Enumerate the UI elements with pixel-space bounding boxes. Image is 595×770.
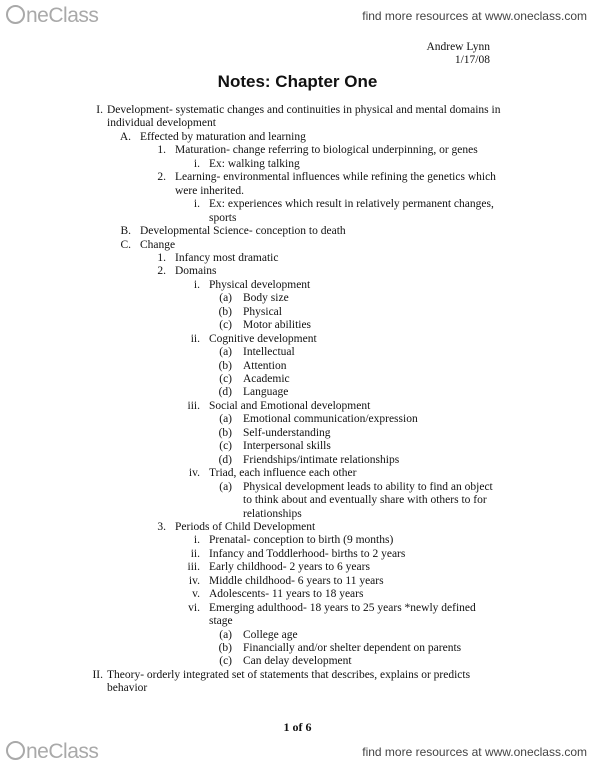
outline-text: Body size bbox=[243, 292, 289, 305]
outline-line bbox=[157, 265, 217, 279]
outline-line bbox=[193, 278, 311, 293]
outline-line bbox=[219, 628, 298, 643]
outline-line bbox=[218, 305, 282, 320]
outline-text: Motor abilities bbox=[243, 319, 312, 332]
outline-text: Friendships/intimate relationships bbox=[243, 453, 400, 466]
outline-text: Language bbox=[243, 386, 289, 399]
outline-marker: A. bbox=[119, 130, 131, 143]
outline-text: Maturation- change referring to biological underpinning, or genes bbox=[175, 144, 478, 157]
outline-line bbox=[219, 480, 493, 495]
outline-text: Learning- environmental influences while refining the genetics which bbox=[175, 171, 496, 184]
outline-marker: (a) bbox=[219, 480, 232, 493]
outline-marker: vi. bbox=[188, 601, 200, 614]
outline-line bbox=[219, 319, 312, 333]
outline-marker: ii. bbox=[190, 332, 200, 345]
outline-text: to think about and eventually share with others to for bbox=[243, 494, 487, 507]
outline-text: Financially and/or shelter dependent on parents bbox=[243, 642, 462, 654]
outline-line bbox=[92, 668, 471, 683]
outline-text: Adolescents- 11 years to 18 years bbox=[209, 588, 364, 601]
oneclass-logo: neClass bbox=[6, 4, 98, 28]
outline-marker: (c) bbox=[219, 655, 232, 668]
outline-text: Can delay development bbox=[243, 655, 352, 668]
outline-text: Cognitive development bbox=[209, 332, 317, 345]
outline-line bbox=[96, 104, 501, 118]
outline-line bbox=[209, 615, 233, 629]
outline-marker: i. bbox=[193, 278, 200, 291]
outline-text: Periods of Child Development bbox=[175, 520, 316, 533]
outline-line bbox=[218, 359, 287, 374]
outline-text: Physical development leads to ability to find an object bbox=[243, 480, 493, 493]
outline-text: Intellectual bbox=[243, 346, 295, 359]
outline-line bbox=[209, 212, 236, 226]
outline-marker: (c) bbox=[219, 440, 232, 453]
ad-link[interactable]: find more resources at www.oneclass.com bbox=[362, 745, 587, 759]
outline-line bbox=[120, 238, 176, 253]
author-name: Andrew Lynn bbox=[426, 41, 490, 53]
outline-marker: (d) bbox=[218, 386, 232, 399]
outline-text: Attention bbox=[243, 359, 287, 372]
page-title: Notes: Chapter One bbox=[217, 72, 378, 91]
outline-text: Developmental Science- conception to death bbox=[140, 225, 346, 238]
outline-line bbox=[219, 413, 418, 427]
outline-line bbox=[157, 520, 316, 535]
outline-marker: (b) bbox=[218, 305, 232, 318]
outline-text: individual development bbox=[107, 117, 216, 130]
page-number: 1 of 6 bbox=[283, 720, 312, 734]
outline-line bbox=[157, 144, 478, 158]
outline-line bbox=[219, 440, 331, 454]
outline-marker: v. bbox=[192, 588, 200, 601]
outline-text: Academic bbox=[243, 373, 290, 385]
outline-marker: 1. bbox=[157, 251, 166, 264]
outline-text: Infancy and Toddlerhood- births to 2 years bbox=[209, 547, 406, 560]
outline-line bbox=[120, 225, 346, 239]
outline-line bbox=[243, 508, 302, 522]
outline-marker: iii. bbox=[187, 561, 200, 574]
outline-text: Ex: experiences which result in relatively permanent changes, bbox=[209, 198, 494, 211]
outline-line bbox=[107, 682, 147, 696]
outline-marker: (a) bbox=[219, 628, 232, 641]
outline-marker: 3. bbox=[157, 520, 166, 533]
outline-line bbox=[188, 601, 476, 616]
outline-marker: B. bbox=[120, 225, 131, 238]
outline-marker: (b) bbox=[218, 642, 232, 654]
outline-line bbox=[219, 373, 290, 387]
outline-marker: (c) bbox=[219, 373, 232, 385]
outline-text: Triad, each influence each other bbox=[209, 467, 357, 480]
outline-line bbox=[190, 332, 317, 347]
outline-text: behavior bbox=[107, 682, 148, 695]
outline-line bbox=[187, 561, 370, 575]
outline-text: Emotional communication/expression bbox=[243, 413, 418, 426]
outline-text: Theory- orderly integrated set of statements that describes, explains or predicts bbox=[107, 668, 471, 681]
outline-text: Early childhood- 2 years to 6 years bbox=[209, 561, 370, 574]
outline-line bbox=[190, 547, 406, 562]
outline-marker: (b) bbox=[218, 426, 232, 439]
outline-line bbox=[175, 185, 244, 199]
outline-text: Prenatal- conception to birth (9 months) bbox=[209, 534, 394, 547]
outline-text: Ex: walking talking bbox=[209, 157, 300, 170]
outline-marker: i. bbox=[193, 534, 200, 547]
watermark-header bbox=[0, 0, 595, 34]
outline-text: Self-understanding bbox=[243, 426, 331, 439]
outline-text: relationships bbox=[243, 507, 302, 520]
outline-text: Domains bbox=[175, 265, 217, 278]
outline-line bbox=[219, 346, 295, 360]
outline-line bbox=[219, 655, 352, 669]
outline-marker: I. bbox=[96, 104, 103, 116]
outline-marker: 2. bbox=[157, 265, 166, 278]
outline-line bbox=[218, 642, 462, 656]
outline-marker: (b) bbox=[218, 359, 232, 372]
outline-text: Effected by maturation and learning bbox=[140, 130, 306, 143]
outline-line bbox=[107, 117, 216, 131]
watermark-footer bbox=[0, 736, 595, 770]
outline-text: Emerging adulthood- 18 years to 25 years *newly defined bbox=[209, 601, 476, 614]
outline-line bbox=[188, 574, 384, 589]
outline-marker: i. bbox=[193, 198, 200, 211]
outline-line bbox=[218, 453, 400, 468]
outline-line bbox=[193, 198, 494, 212]
outline-line bbox=[119, 130, 306, 145]
outline-marker: II. bbox=[92, 668, 103, 681]
outline-text: Infancy most dramatic bbox=[175, 251, 279, 264]
outline-marker: (d) bbox=[218, 453, 232, 466]
outline-marker: ii. bbox=[190, 547, 200, 560]
outline-marker: (a) bbox=[219, 292, 232, 305]
outline-marker: (a) bbox=[219, 346, 232, 359]
outline-line bbox=[193, 534, 394, 548]
document-date: 1/17/08 bbox=[454, 54, 490, 66]
outline-text: Middle childhood- 6 years to 11 years bbox=[209, 574, 384, 587]
outline-marker: iii. bbox=[187, 399, 200, 412]
outline-text: Physical development bbox=[209, 278, 311, 291]
outline-line bbox=[187, 399, 371, 414]
outline-line bbox=[157, 251, 279, 266]
outline-marker: (a) bbox=[219, 413, 232, 426]
outline-line bbox=[188, 467, 357, 481]
outline-text: Change bbox=[140, 238, 176, 251]
outline-text: College age bbox=[243, 628, 298, 641]
oneclass-logo: neClass bbox=[6, 740, 98, 764]
outline-line bbox=[157, 171, 496, 185]
outline-text: sports bbox=[209, 211, 237, 224]
ad-link[interactable]: find more resources at www.oneclass.com bbox=[362, 9, 587, 23]
outline-marker: iv. bbox=[188, 467, 200, 480]
outline-marker: (c) bbox=[219, 319, 232, 332]
outline-marker: i. bbox=[193, 157, 200, 170]
outline-text: Interpersonal skills bbox=[243, 440, 331, 453]
outline-line bbox=[218, 386, 289, 400]
outline-text: stage bbox=[209, 615, 233, 628]
outline-line bbox=[218, 426, 331, 441]
outline-text: Development- systematic changes and continuities in physical and mental domains in bbox=[107, 104, 501, 116]
outline-text: Physical bbox=[243, 305, 282, 318]
outline-marker: iv. bbox=[188, 574, 200, 587]
outline-line bbox=[219, 292, 289, 306]
outline-marker: 1. bbox=[157, 144, 166, 157]
outline-line bbox=[193, 157, 300, 172]
outline-marker: 2. bbox=[157, 171, 166, 184]
outline-text: Social and Emotional development bbox=[209, 399, 371, 412]
outline-marker: C. bbox=[120, 238, 131, 251]
outline-line bbox=[243, 494, 487, 508]
outline-text: were inherited. bbox=[175, 184, 244, 197]
outline-line bbox=[192, 588, 364, 602]
